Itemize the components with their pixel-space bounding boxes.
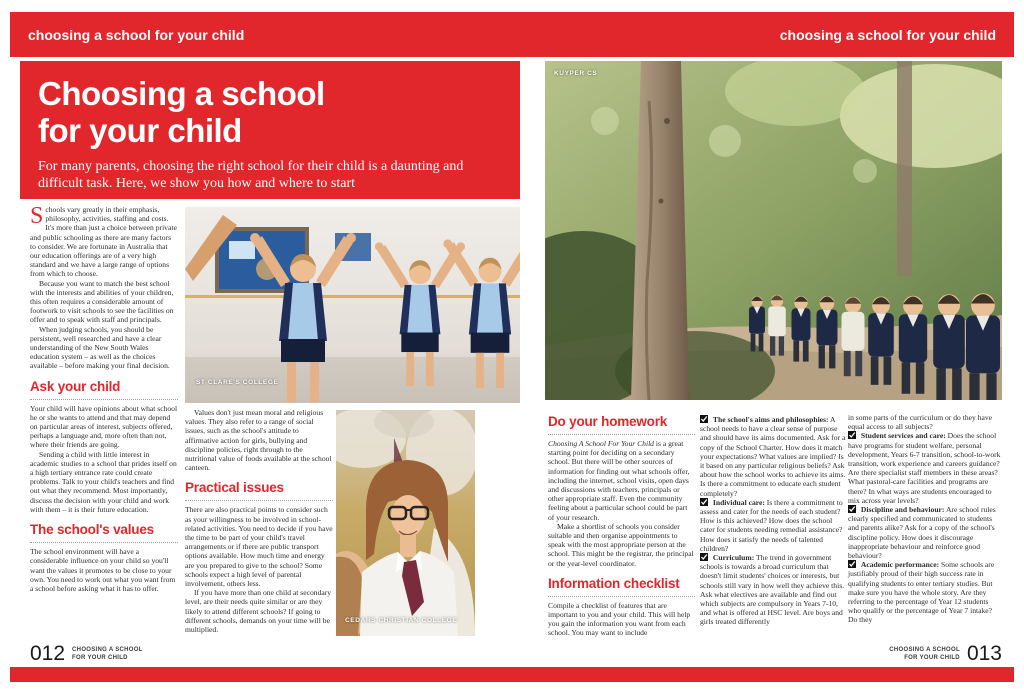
photo-caption: CEDARS CHRISTIAN COLLEGE [345, 617, 458, 624]
page-number: 013 [966, 642, 1002, 665]
header-title-right: choosing a school for your child [779, 26, 996, 43]
checklist-item: Discipline and behaviour: Are school rules clearly specified and communicated to students and parents alike? Ask for a copy of the school's discipline policy. How does it discourage inappropriate behaviour and reinforce good behaviour? [848, 505, 996, 561]
checkbox-icon [848, 505, 856, 513]
intro-paragraph: Schools vary greatly in their emphasis, philosophy, activities, staffing and costs. It's more than just a choice between private and public schooling as there are many factors to consider. We are fortunate in Australia that our education offerings are of a very high standard and we have a large range of options from which to choose. [30, 203, 177, 279]
bottom-rule-bar [10, 667, 1014, 682]
footer-left-page [30, 644, 143, 664]
photo-caption: ST CLARE'S COLLEGE [196, 379, 279, 386]
checkbox-icon [848, 431, 856, 439]
paragraph: Your child will have opinions about what school he or she wants to attend and that may depend on particular areas of interest, subjects offered, perhaps a language and, more often than not, where their friends are going. [30, 403, 178, 450]
book-title: Choosing A School For Your Child [548, 439, 654, 448]
paragraph: There are also practical points to consider such as your willingness to be involved in school-related activities. You need to decide if you have the time to be part of your child's travel arrangements or if there are public transport options available. How much time and energy are you prepared to give to the school? Some schools expect a high level of parental involvement, others less. [185, 505, 333, 589]
paragraph-continuation: in some parts of the curriculum or do they have equal access to all subjects? [848, 413, 993, 432]
dance-studio-illustration [185, 207, 520, 403]
checkbox-icon [700, 498, 708, 506]
header-title-left: choosing a school for your child [28, 26, 245, 43]
paragraph: Sending a child with little interest in academic studies to a school that prides itself on a high tertiary entrance rate could create problems. Talk to your child's teachers and find out what they recommend. Most importantly, discuss the decision with your child and work with them – it is their future education. [30, 449, 177, 514]
paragraph: When judging schools, you should be persistent, well researched and have a clear understanding of the New South Wales education system – as well as the choices available – before making your final decision. [30, 324, 170, 371]
section-heading-information-checklist: Information checklist [548, 577, 695, 597]
drop-cap: S [30, 203, 44, 229]
right-page-column-2 [700, 415, 846, 627]
page-number: 012 [30, 642, 66, 665]
photo-kuyper-cs [545, 61, 1002, 400]
section-heading-do-your-homework: Do your homework [548, 415, 695, 435]
left-page-column-2 [185, 408, 333, 634]
photo-st-clares-college [185, 207, 520, 403]
student-portrait-illustration [336, 410, 475, 636]
paragraph: Choosing A School For Your Child is a great starting point for deciding on a secondary school. But there will be other sources of information for finding out what schools offer, including the internet, school visits, open days and discussions with teachers, principals or other appropriate staff. Even the community feeling about a particular school could be part of your research. [548, 439, 690, 522]
section-heading-ask-your-child: Ask your child [30, 380, 178, 400]
photo-cedars-christian-college [336, 410, 475, 636]
paragraph: Values don't just mean moral and religious values. They also refer to a range of social issues, such as the school's attitude to affirmative action for girls, bullying and discipline policies, right through to the nutritional value of foods available at the school canteen. [185, 408, 332, 473]
photo-caption: KUYPER CS [554, 70, 598, 77]
checkbox-icon [848, 560, 856, 568]
left-page-column-1 [30, 205, 178, 593]
paragraph: Because you want to match the best school with the interests and abilities of your children, this often requires a considerable amount of footwork to visit schools to see the facilities on offer and to speak with staff and principals. [30, 278, 174, 325]
footer-label: CHOOSING A SCHOOL FOR YOUR CHILD [72, 647, 143, 661]
section-heading-practical-issues: Practical issues [185, 481, 333, 501]
checkbox-icon [700, 553, 708, 561]
article-title-block [20, 61, 520, 199]
schoolyard-illustration [545, 61, 1002, 400]
section-heading-schools-values: The school's values [30, 523, 178, 543]
checklist-item: Academic performance: Some schools are justifiably proud of their high success rate in qualifying students to enter tertiary studies. But make sure you have the whole story. Are they referring to the percentage of Year 12 students who qualify or the percentage of Year 7 intake? Do they [848, 560, 995, 625]
checklist-item: Individual care: Is there a commitment to assess and cater for the needs of each student? How is this achieved? How does the school cater for students needing remedial assistance? How does it satisfy the needs of talented children? [700, 497, 843, 553]
paragraph: Compile a checklist of features that are important to you and your child. This will help you gain the information you want from each school. You may want to include [548, 600, 691, 638]
checkbox-icon [700, 415, 708, 423]
right-page-column-1 [548, 415, 695, 638]
paragraph: If you have more than one child at secondary level, are their needs quite similar or are they likely to attend different schools? If going to different schools, demands on your time will be multiplied. [185, 588, 332, 635]
checklist-item: Curriculum: The trend in government schools is towards a broad curriculum that doesn't limit students' choices or interests, but schools still vary in how well they achieve this. Ask what electives are available and find out which subjects are compulsory in Years 7-10, and what is offered at HSC level. Are boys and girls treated differently [700, 553, 845, 627]
right-page-column-3 [848, 413, 1002, 625]
checklist-item: The school's aims and philosophies: A school needs to have a clear sense of purpose and should have its aims documented. Ask for a copy of the School Charter. How does it match your expectations? What values are implied? Is it based on any particular religious beliefs? Ask about how the school works to achieve its aims. Is there a commitment to educate each student completely? [700, 415, 846, 498]
paragraph: Make a shortlist of schools you consider suitable and then organise appointments to speak with the most appropriate person at the school. This might be the registrar, the principal or the year-level coordinator. [548, 521, 694, 568]
article-title: Choosing a school for your child [38, 75, 325, 149]
article-standfirst: For many parents, choosing the right school for their child is a daunting and difficult task. Here, we show you how and where to start [38, 159, 464, 191]
footer-right-page [810, 644, 1002, 664]
footer-label: CHOOSING A SCHOOL FOR YOUR CHILD [889, 647, 960, 661]
top-header-bar [10, 12, 1014, 57]
paragraph: The school environment will have a considerable influence on your child so you'll want the values it promotes to be close to your own. You need to work out what you want from a school before asking what it has to offer. [30, 547, 176, 593]
checklist-item: Student services and care: Does the school have programs for student welfare, personal development, Years 6-7 transition, school-to-work transition, work experience and careers guidance? Are there specialist staff members in these areas? What pastoral-care facilities and programs are there? In what ways are students encouraged to mix across year levels? [848, 431, 1001, 505]
